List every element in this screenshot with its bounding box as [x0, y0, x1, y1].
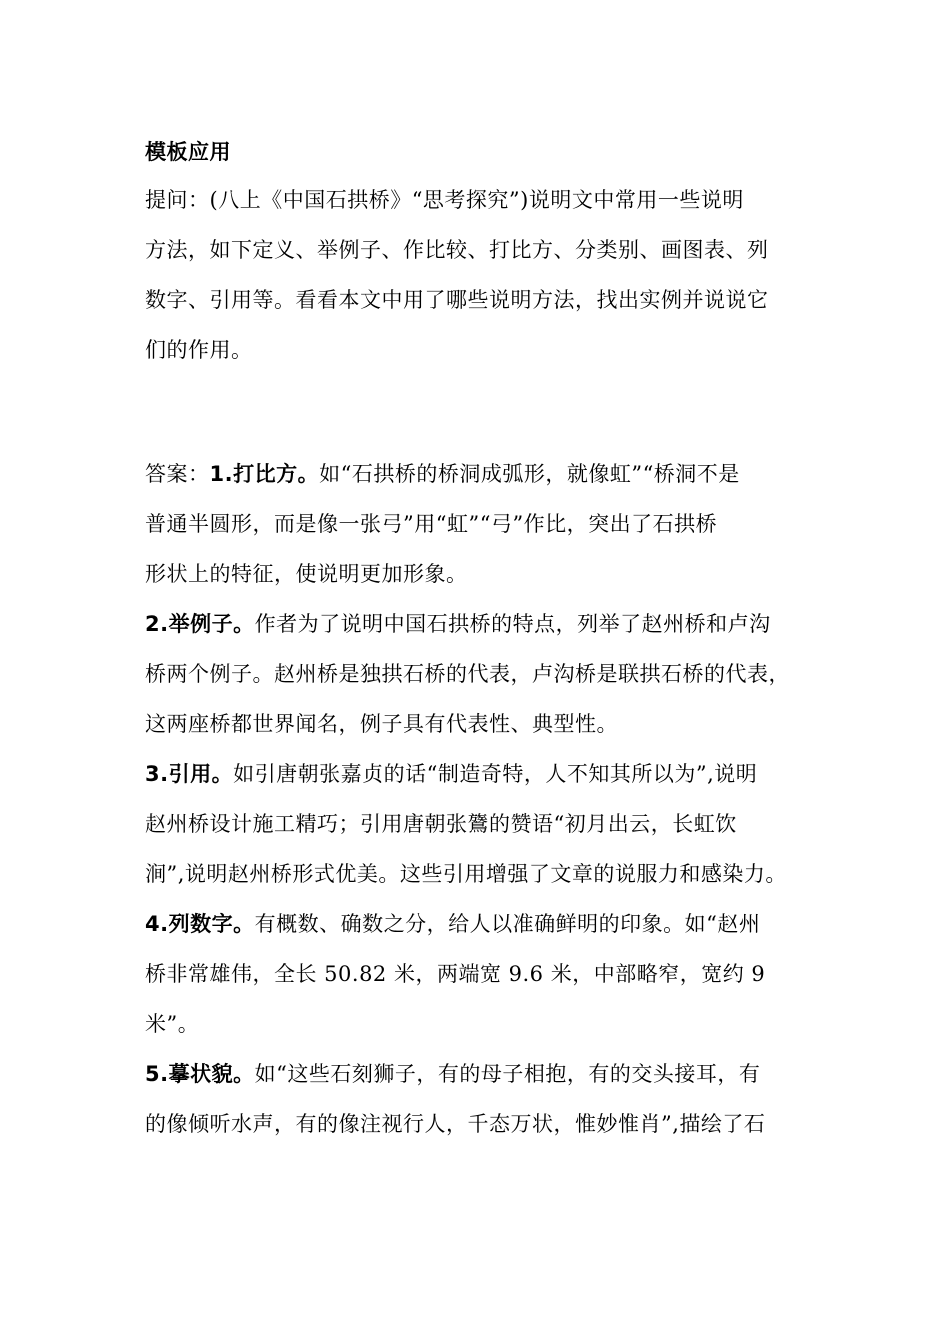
answer-item-text: 如“这些石刻狮子，有的母子相抱，有的交头接耳，有: [254, 1062, 761, 1086]
answer-item-4-line-2: 桥非常雄伟，全长 50.82 米，两端宽 9.6 米，中部略窄，宽约 9: [145, 962, 766, 986]
answer-item-4-line-3: 米”。: [145, 1012, 200, 1036]
question-line-2: 方法，如下定义、举例子、作比较、打比方、分类别、画图表、列: [145, 238, 769, 262]
answer-item-4-first-line: [145, 909, 760, 939]
answer-item-1-line-3: 形状上的特征，使说明更加形象。: [145, 562, 468, 586]
answer-item-3-line-3: 涧”,说明赵州桥形式优美。这些引用增强了文章的说服力和感染力。: [145, 862, 787, 886]
section-heading: 模板应用: [145, 140, 231, 164]
answer-item-label: 3.引用。: [145, 762, 234, 786]
answer-item-3-first-line: [145, 759, 757, 789]
answer-item-text: 有概数、确数之分，给人以准确鲜明的印象。如“赵州: [254, 912, 761, 936]
answer-item-1-line-2: 普通半圆形，而是像一张弓”用“虹”“弓”作比，突出了石拱桥: [145, 512, 718, 536]
answer-item-text: 作者为了说明中国石拱桥的特点，列举了赵州桥和卢沟: [254, 612, 771, 636]
answer-item-2-line-3: 这两座桥都世界闻名，例子具有代表性、典型性。: [145, 712, 618, 736]
answer-item-5-line-2: 的像倾听水声，有的像注视行人，千态万状，惟妙惟肖”,描绘了石: [145, 1112, 766, 1136]
question-line-4: 们的作用。: [145, 338, 253, 362]
question-line-3: 数字、引用等。看看本文中用了哪些说明方法，找出实例并说说它: [145, 288, 769, 312]
answer-item-text: 如引唐朝张嘉贞的话“制造奇特，人不知其所以为”,说明: [233, 762, 758, 786]
answer-item-2-first-line: [145, 609, 771, 639]
answer-item-label: 2.举例子。: [145, 612, 255, 636]
answer-prefix: 答案：: [145, 462, 210, 486]
answer-item-2-line-2: 桥两个例子。赵州桥是独拱石桥的代表，卢沟桥是联拱石桥的代表，: [145, 662, 790, 686]
answer-item-1-first-line: [145, 459, 740, 489]
answer-item-3-line-2: 赵州桥设计施工精巧；引用唐朝张鷟的赞语“初月出云，长虹饮: [145, 812, 737, 836]
answer-item-label: 5.摹状貌。: [145, 1062, 255, 1086]
answer-item-label: 1.打比方。: [209, 462, 320, 486]
answer-item-label: 4.列数字。: [145, 912, 255, 936]
answer-item-text: 如“石拱桥的桥洞成弧形，就像虹”“桥洞不是: [319, 462, 740, 486]
answer-item-5-first-line: [145, 1059, 760, 1089]
question-line-1: 提问：(八上《中国石拱桥》“思考探究”)说明文中常用一些说明: [145, 188, 744, 212]
